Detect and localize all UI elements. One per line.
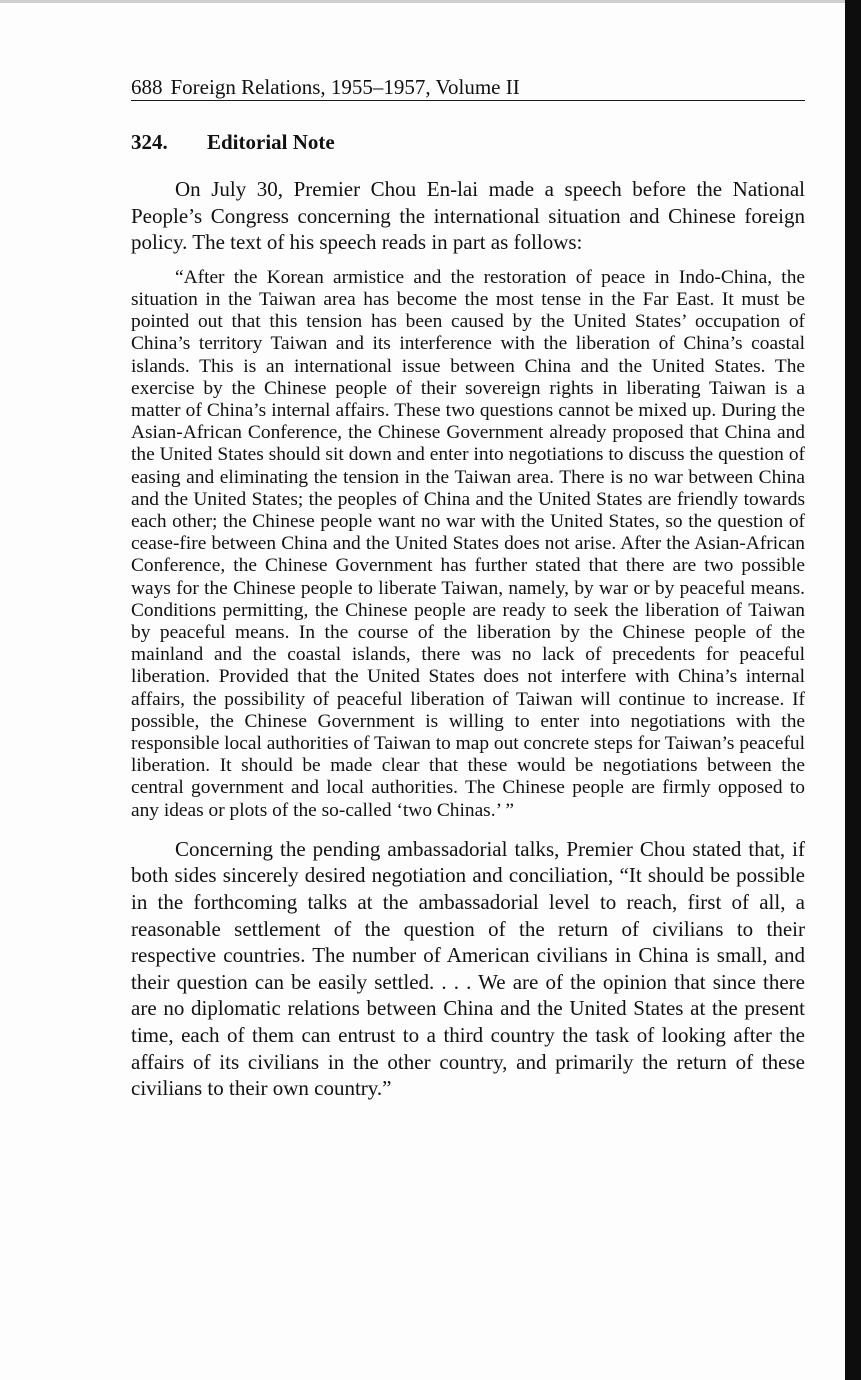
document-body <box>131 176 805 1102</box>
document-title: Editorial Note <box>207 130 335 154</box>
document-number: 324. <box>131 130 168 154</box>
speech-quote-paragraph: “After the Korean armistice and the restoration of peace in Indo-China, the situation in the Taiwan area has become the most tense in the Far East. It must be pointed out that this tension has been caused by the United States’ occupation of China’s territory Taiwan and its interference with the liberation of China’s coastal islands. This is an international issue between China and the United States. The exercise by the Chinese people of their sovereign rights in liberating Taiwan is a matter of China’s internal affairs. These two questions cannot be mixed up. During the Asian-African Conference, the Chinese Government already proposed that China and the United States should sit down and enter into negotiations to discuss the question of easing and eliminating the tension in the Taiwan area. There is no war between China and the United States; the peoples of China and the United States are friendly towards each other; the Chinese people want no war with the United States, so the question of cease-fire between China and the United States does not arise. After the Asian-African Conference, the Chinese Government has further stated that there are two possible ways for the Chinese people to liberate Taiwan, namely, by war or by peaceful means. Conditions permitting, the Chinese people are ready to seek the liberation of Taiwan by peaceful means. In the course of the liberation by the Chinese people of the mainland and the coastal islands, there was no lack of precedents for peaceful liberation. Provided that the United States does not interfere with China’s internal affairs, the possibility of peaceful liberation of Taiwan will continue to increase. If possible, the Chinese Government is willing to enter into negotiations with the responsible local authorities of Taiwan to map out concrete steps for Taiwan’s peaceful liberation. It should be made clear that these would be negotiations between the central government and local authorities. The Chinese people are firmly opposed to any ideas or plots of the so-called ‘two Chinas.’ ” <box>131 266 805 821</box>
page-number: 688 <box>131 75 163 99</box>
running-head <box>131 74 805 101</box>
ambassadorial-talks-paragraph: Concerning the pending ambassadorial talks, Premier Chou stated that, if both sides sincerely desired negotiation and conciliation, “It should be possible in the forthcoming talks at the ambassadorial level to reach, first of all, a reasonable settlement of the question of the return of civilians to their respective countries. The number of American civilians in China is small, and their question can be easily settled. . . . We are of the opinion that since there are no diplomatic relations between China and the United States at the present time, each of them can entrust to a third country the task of looking after the affairs of its civilians in the other country, and primarily the return of these civilians to their own country.” <box>131 836 805 1101</box>
volume-title: Foreign Relations, 1955–1957, Volume II <box>170 75 520 99</box>
intro-paragraph: On July 30, Premier Chou En-lai made a speech before the National People’s Congress concerning the international situation and Chinese foreign policy. The text of his speech reads in part as follows: <box>131 177 805 255</box>
scan-edge-right <box>845 0 861 1380</box>
scan-edge-top <box>0 0 861 3</box>
document-heading <box>131 128 335 156</box>
